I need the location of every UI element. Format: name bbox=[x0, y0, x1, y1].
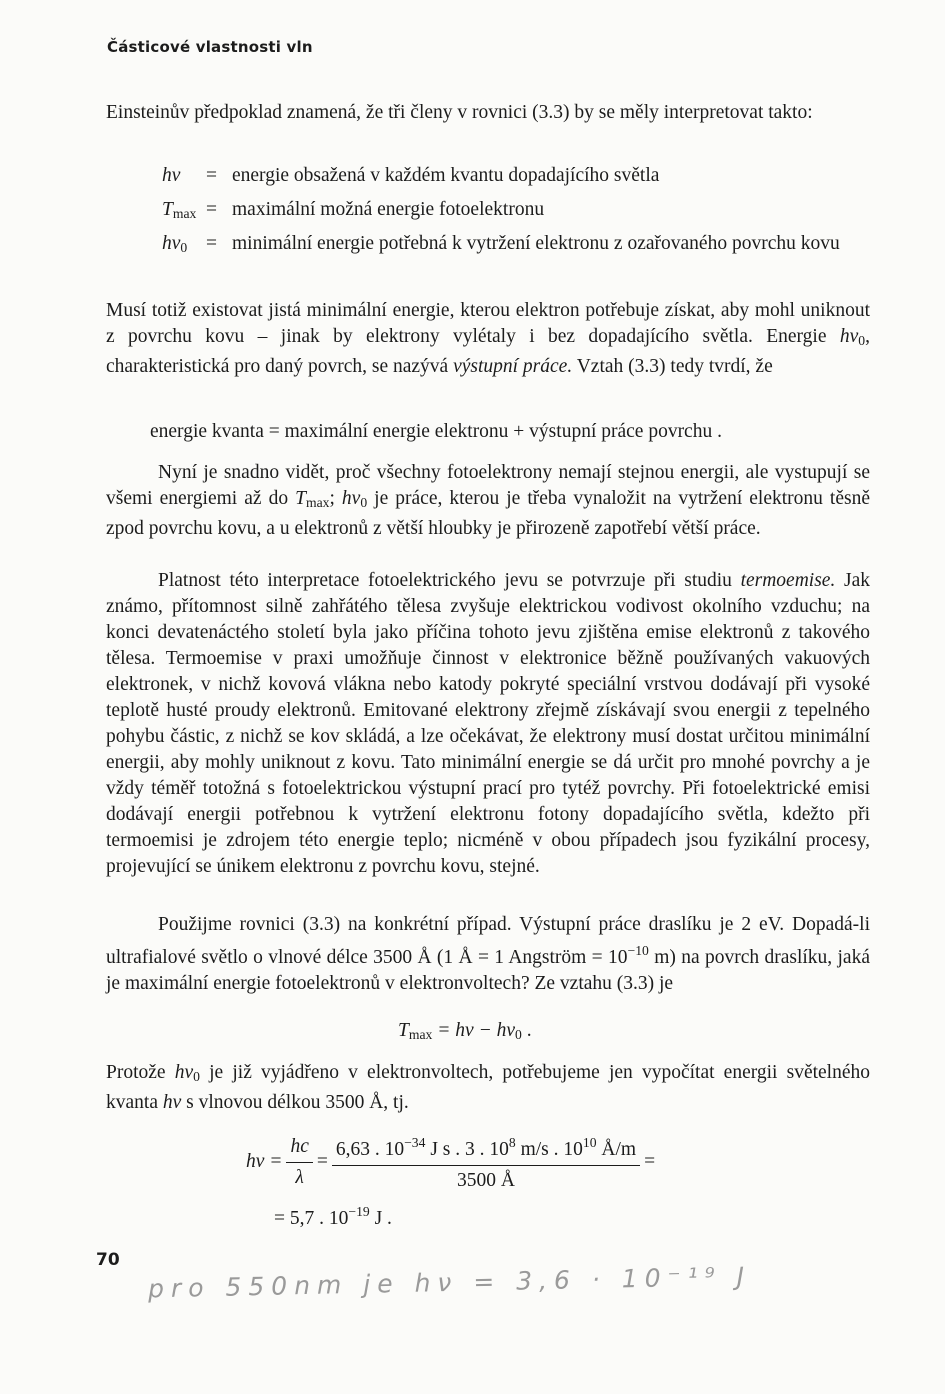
intro-paragraph: Einsteinův předpoklad znamená, že tři členy v rovnici (3.3) by se měly interpretovat takto: bbox=[106, 102, 813, 123]
definition-description: minimální energie potřebná k vytržení elektronu z ozařovaného povrchu kovu bbox=[232, 233, 840, 254]
formula-result: = 5,7 . $10^{-19}$ J . bbox=[274, 1204, 392, 1229]
definition-list bbox=[162, 163, 874, 265]
definition-description: maximální možná energie fotoelektronu bbox=[232, 199, 545, 220]
paragraph-photon-energy: Protože $h\nu_0$ je již vyjádřeno v elektronvoltech, potřebujeme jen vypočítat energii světelného kvanta hν s vlnovou délkou 3500 Å, tj. bbox=[106, 1062, 870, 1113]
definition-term: hν bbox=[162, 165, 181, 186]
definition-item: $T_{max}$ = maximální možná energie fotoelektronu bbox=[162, 197, 874, 227]
page-number: 70 bbox=[96, 1250, 120, 1270]
definition-description: energie obsažená v každém kvantu dopadajícího světla bbox=[232, 165, 660, 186]
formula-tmax: $T_{max} = h\nu - h\nu_0$ . bbox=[398, 1020, 532, 1042]
definition-term: $h\nu_0$ bbox=[162, 233, 188, 255]
handwritten-note: pro 550nm je hν = 3,6 · 10⁻¹⁹ J bbox=[147, 1261, 752, 1304]
paragraph-energies: Nyní je snadno vidět, proč všechny fotoelektrony nemají stejnou energii, ale vystupují se všemi energiemi až do $T_{max}$; $h\nu_0$ je práce, kterou je třeba vynaložit na vytržení elektronu těsně zpod povrchu kovu, a u elektronů z větší hloubky je přirozeně zapotřebí větší práce. bbox=[106, 462, 870, 539]
paragraph-thermoemission: Platnost této interpretace fotoelektrického jevu se potvrzuje při studiu termoemise. Jak známo, přítomnost silně zahřátého tělesa zvyšuje elektrickou vodivost okolního vzduchu; na konci devatenáctého století byla jako příčina tohoto jevu zjištěna emise elektronů z takového tělesa. Termoemise v praxi umožňuje činnost v elektronice běžně používaných vakuových elektronek, v nichž kovová vlákna nebo katody pokryté speciální vrstvou dodávají při vysoké teplotě husté proudy elektronů. Emitované elektrony zřejmě získávají svou energii z tepelného pohybu částic, z nichž se kov skládá, a lze očekávat, že elektrony musí dostat určitou minimální energii, aby mohly uniknout z kovu. Tato minimální energie se dá určit pro mnohé povrchy a je vždy téměř totožná s fotoelektrickou výstupní prací pro tytéž povrchy. Při fotoelektrické emisi dodávají energii potřebnou k vytržení elektronu fotony dopadajícího světla, kdežto při termoemisi je zdrojem této energie teplo; nicméně v obou případech jsou fyzikální procesy, projevující se únikem elektronu z povrchu kovu, stejné. bbox=[106, 570, 870, 877]
running-header: Částicové vlastnosti vln bbox=[107, 38, 313, 56]
definition-term: $T_{max}$ bbox=[162, 199, 197, 221]
fraction-hc-lambda: $\frac{hc}{\lambda}$ bbox=[286, 1134, 312, 1191]
definition-item: hν = energie obsažená v každém kvantu dopadajícího světla bbox=[162, 163, 874, 193]
formula-photon-energy: hν = $\frac{hc}{\lambda}$ = $\frac{6,63 . 10^{-34} J s . 3 . 10^8 m/s . 10^{10} Å/m}{3500 Å}$ = bbox=[246, 1130, 655, 1194]
paragraph-work-function: Musí totiž existovat jistá minimální energie, kterou elektron potřebuje získat, aby mohl uniknout z povrchu kovu – jinak by elektrony vylétaly i bez dopadajícího světla. Energie $h\nu_0$, charakteristická pro daný povrch, se nazývá výstupní práce. Vztah (3.3) tedy tvrdí, že bbox=[106, 300, 870, 377]
paragraph-example: Použijme rovnici (3.3) na konkrétní případ. Výstupní práce draslíku je 2 eV. Dopadá-li ultrafialové světlo o vlnové délce 3500 Å (1 Å = 1 Angström = $10^{-10}$ m) na povrch draslíku, jaká je maximální energie fotoelektronů v elektronvoltech? Ze vztahu (3.3) je bbox=[106, 914, 870, 994]
fraction-numeric: $\frac{6,63 . 10^{-34} J s . 3 . 10^8 m/s . 10^{10} Å/m}{3500 Å}$ bbox=[332, 1130, 640, 1194]
energy-equation: energie kvanta = maximální energie elektronu + výstupní práce povrchu . bbox=[150, 421, 722, 442]
definition-item: $h\nu_0$ = minimální energie potřebná k vytržení elektronu z ozařovaného povrchu kovu bbox=[162, 231, 874, 261]
